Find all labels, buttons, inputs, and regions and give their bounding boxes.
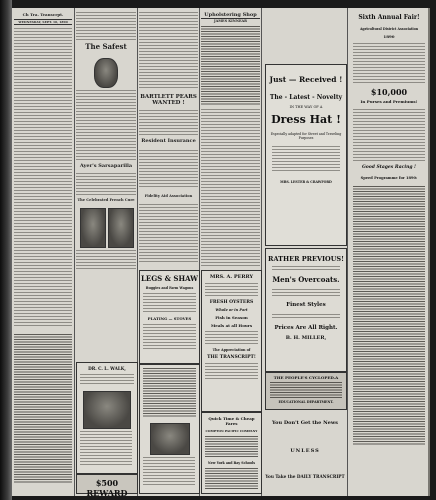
article-text [76, 12, 136, 40]
reward-ad [76, 474, 138, 494]
article-text [139, 12, 198, 90]
prices-right: Prices Are All Right. [274, 325, 338, 331]
article-text [139, 150, 198, 188]
adapted-text: Especially adapted for Street and Traveling Purposes [270, 132, 342, 140]
meals-hours: Meals at all Hours [210, 323, 253, 328]
legs-shaw: LEGS & SHAW [140, 274, 199, 283]
legs-shaw-ad [139, 270, 200, 364]
bh-miller: B. H. MILLER, [285, 335, 327, 341]
the-transcript: THE TRANSCRIPT! [207, 355, 256, 360]
lester-crawford: MRS. LESTER & CRAWFORD [280, 180, 332, 184]
engraving-illustration [83, 391, 131, 429]
dress-hat: Dress Hat ! [271, 113, 341, 126]
ad-body [80, 431, 132, 467]
column-1 [14, 8, 72, 496]
ad-body [272, 146, 340, 172]
ad-body [272, 289, 340, 297]
new-york-bay: New York and Bay Schools [207, 461, 256, 465]
column-6 [349, 8, 429, 496]
latest-novelty: The - Latest - Novelty [269, 94, 343, 101]
fair-details [353, 109, 425, 161]
article-text [14, 28, 72, 328]
railroad-ad [201, 412, 262, 494]
ad-body [205, 436, 258, 458]
mens-overcoats-ad [265, 248, 347, 372]
whole-or-part: Whole or in Part [215, 308, 248, 312]
figure-illustration [108, 208, 134, 248]
article-text [76, 90, 136, 160]
take-transcript: You Take the DAILY TRANSCRIPT [265, 474, 345, 479]
in-the-way: IN THE WAY OF A [289, 105, 323, 109]
article-text [14, 334, 72, 484]
reward-price: $500 REWARD [86, 478, 128, 496]
french-cure-ad: The Celebrated French Cure [77, 198, 135, 202]
article-text [201, 109, 260, 268]
ad-body [272, 266, 340, 272]
perry-ad [201, 270, 262, 412]
cyclopedia-title: THE PEOPLE'S CYCLOPED.A [273, 375, 339, 380]
compton-pacific: COMPTON PACIFIC COMPANY [205, 429, 258, 433]
buggies: Buggies and Farm Wagons [145, 286, 194, 290]
column-rule [347, 8, 348, 496]
quick-time: Quick Time & Cheap Fares [208, 416, 255, 426]
cyclopedia-ad [265, 372, 347, 410]
purses-premiums: In Purses and Premiums! [360, 99, 418, 104]
article-text [139, 110, 198, 136]
ad-body [270, 382, 342, 398]
ad-body [205, 331, 258, 345]
ad-body [205, 468, 258, 490]
ad-body [205, 363, 258, 379]
ad-body [143, 368, 196, 418]
kinnear-name: JAMES KINNEAR [214, 19, 247, 23]
mrs-perry: MRS. A. PERRY [209, 274, 254, 280]
appreciation: The Appreciation of [212, 348, 251, 352]
page-edge [428, 8, 430, 496]
fidelity-ad: Fidelity Aid Association [144, 194, 193, 198]
speed-programme: Speed Programme for 1890: [360, 176, 418, 180]
sixth-fair: Sixth Annual Fair! [358, 14, 420, 21]
figure-illustration [80, 208, 106, 248]
programme-list [353, 186, 425, 446]
article-text [76, 173, 136, 195]
column-5 [263, 8, 347, 496]
rather-previous: RATHER PREVIOUS! [268, 255, 344, 263]
column-4 [201, 8, 260, 268]
masthead-title: Ch Tra. Transcrpt. [22, 12, 64, 17]
article-text [201, 26, 260, 106]
unless: UNLESS [290, 448, 320, 454]
fair-year: 1890 [383, 34, 395, 39]
ayers-ad: Ayer's Sarsaparilla [79, 163, 133, 169]
masthead-date: WEDNESDAY, SEPT. 10, 1890 [14, 19, 72, 25]
article-text [139, 204, 198, 264]
safest-headline: The Safest [85, 42, 127, 51]
fair-society: Agricultural District Association [359, 27, 419, 31]
finest-styles: Finest Styles [286, 302, 326, 308]
ad-body [143, 293, 196, 313]
newspaper-page [12, 8, 430, 496]
article-text [76, 250, 136, 270]
just-received: Just — Received ! [269, 75, 343, 84]
ad-body [80, 374, 134, 384]
ad-body [143, 457, 195, 487]
bartlett-ad: BARTLETT PEARS WANTED ! [140, 94, 197, 106]
dont-get-news: You Don't Get the News [272, 420, 338, 426]
dr-walk: DR. C. L. WALK, [88, 366, 126, 371]
mens-overcoats: Men's Overcoats. [272, 275, 340, 284]
fresh-oysters: FRESH OYSTERS [209, 300, 254, 305]
fish-season: Fish in Season [215, 315, 248, 320]
ad-body [272, 314, 340, 319]
column-rule [74, 8, 75, 496]
ad-body [205, 283, 258, 297]
bottle-illustration [94, 58, 118, 88]
prize-amount: $10,000 [370, 87, 408, 97]
ad-body [143, 324, 196, 350]
fair-details [353, 43, 425, 83]
dress-hat-ad [265, 64, 347, 246]
educational-dept: EDUCATIONAL DEPARTMENT. [278, 400, 334, 404]
emblem-illustration [150, 423, 190, 455]
plating-stoves: PLATING — STOVES [147, 316, 192, 321]
book-binding [0, 0, 12, 500]
racing-line: Good Stages Racing ! [361, 165, 417, 170]
walk-ad [76, 362, 138, 474]
advertisement-block [139, 364, 200, 494]
upholstering-ad: Upholstering Shop [201, 12, 260, 19]
insurance-ad: Resident Insurance [141, 138, 196, 144]
